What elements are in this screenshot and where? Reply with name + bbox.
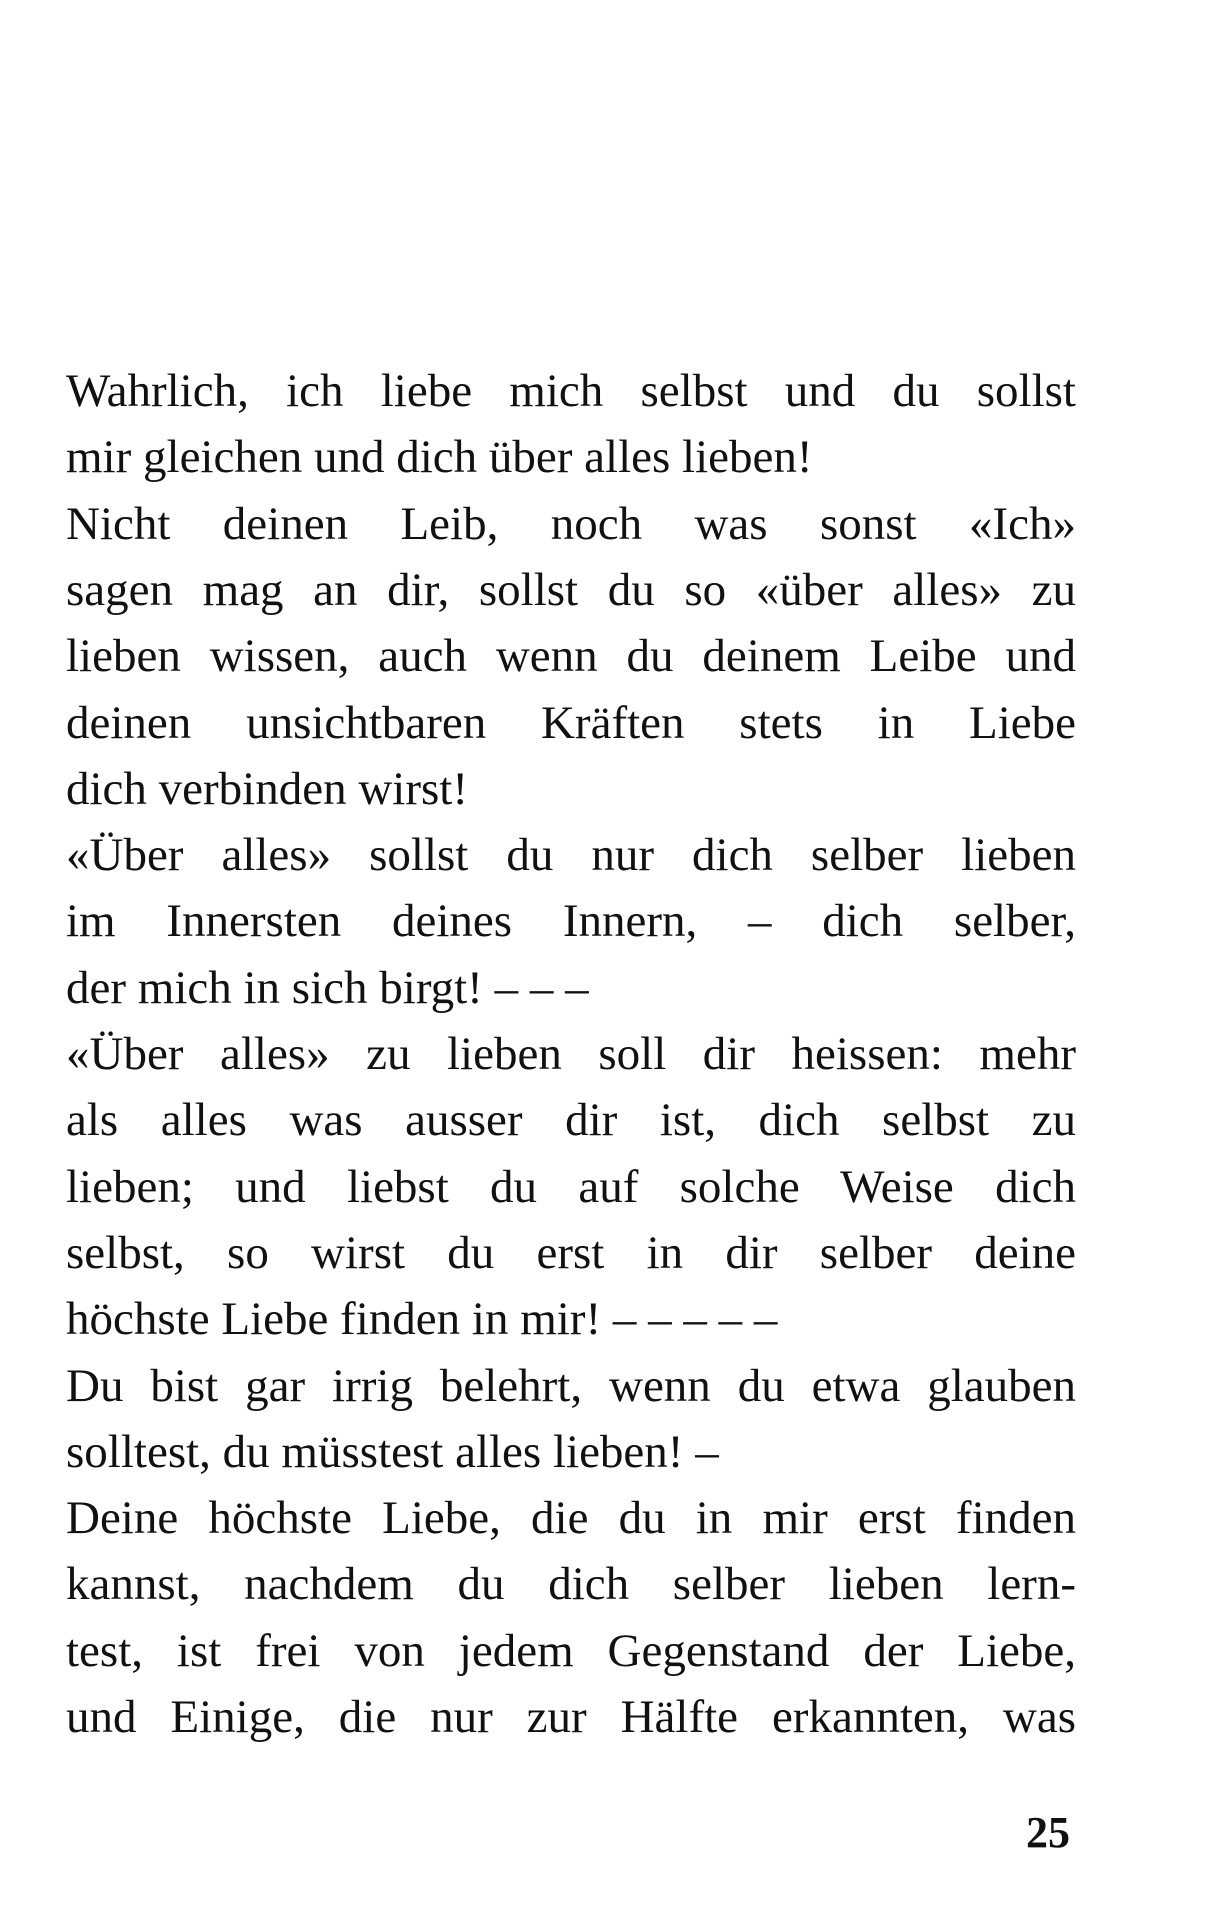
- text-line: im Innersten deines Innern, – dich selber,: [66, 895, 1076, 947]
- text-line: lieben; und liebst du auf solche Weise dich: [66, 1161, 1076, 1213]
- text-line: mir gleichen und dich über alles lieben!: [66, 431, 813, 483]
- text-line: kannst, nachdem du dich selber lieben lern-: [66, 1558, 1076, 1610]
- text-line: als alles was ausser dir ist, dich selbst zu: [66, 1094, 1076, 1146]
- text-line: test, ist frei von jedem Gegenstand der Liebe,: [66, 1625, 1076, 1677]
- text-line: deinen unsichtbaren Kräften stets in Liebe: [66, 697, 1076, 749]
- text-line: lieben wissen, auch wenn du deinem Leibe und: [66, 630, 1076, 682]
- text-line: Wahrlich, ich liebe mich selbst und du sollst: [66, 365, 1076, 417]
- text-line: solltest, du müsstest alles lieben! –: [66, 1426, 719, 1478]
- text-line: «Über alles» zu lieben soll dir heissen: mehr: [66, 1028, 1076, 1080]
- text-line: sagen mag an dir, sollst du so «über alles» zu: [66, 564, 1076, 616]
- text-line: dich verbinden wirst!: [66, 763, 469, 815]
- text-line: höchste Liebe finden in mir! – – – – –: [66, 1293, 778, 1345]
- text-line: Deine höchste Liebe, die du in mir erst finden: [66, 1492, 1076, 1544]
- text-line: Nicht deinen Leib, noch was sonst «Ich»: [66, 498, 1076, 550]
- text-line: der mich in sich birgt! – – –: [66, 962, 589, 1014]
- text-line: «Über alles» sollst du nur dich selber lieben: [66, 829, 1076, 881]
- text-line: und Einige, die nur zur Hälfte erkannten, was: [66, 1691, 1076, 1743]
- text-line: selbst, so wirst du erst in dir selber deine: [66, 1227, 1076, 1279]
- page-number: 25: [1026, 1808, 1070, 1857]
- text-line: Du bist gar irrig belehrt, wenn du etwa glauben: [66, 1360, 1076, 1412]
